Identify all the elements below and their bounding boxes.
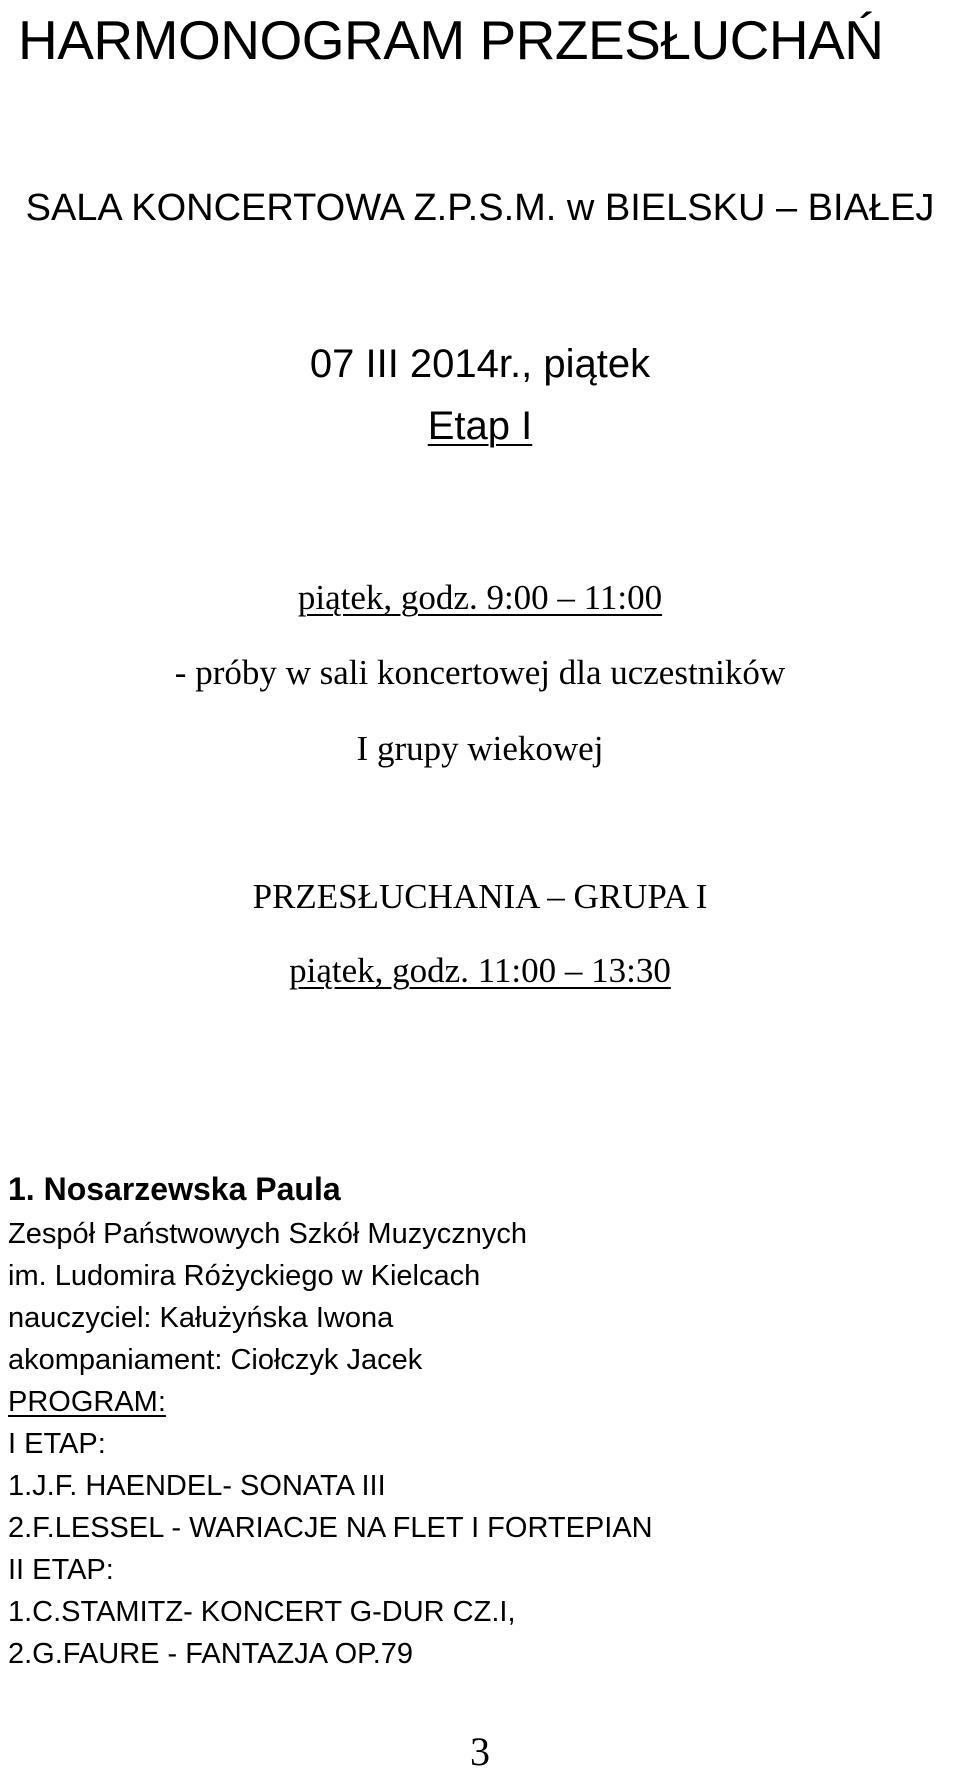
stage1-item: 2.F.LESSEL - WARIACJE NA FLET I FORTEPIAN bbox=[8, 1512, 653, 1544]
stage-line bbox=[0, 399, 960, 453]
auditions-time bbox=[0, 947, 960, 995]
stage2-item: 1.C.STAMITZ- KONCERT G-DUR CZ.I, bbox=[8, 1596, 516, 1628]
stage1-item: 1.J.F. HAENDEL- SONATA III bbox=[8, 1470, 386, 1502]
program-label-text: PROGRAM: bbox=[8, 1386, 166, 1418]
page-number: 3 bbox=[470, 1729, 490, 1774]
participant-entry bbox=[8, 1167, 948, 1675]
stage-label: Etap I bbox=[427, 404, 533, 448]
date-line: 07 III 2014r., piątek bbox=[309, 342, 651, 386]
rehearsal-description-line-1: - próby w sali koncertowej dla uczestników bbox=[174, 653, 786, 692]
participant-school-line-1: Zespół Państwowych Szkół Muzycznych bbox=[8, 1218, 527, 1250]
auditions-heading: PRZESŁUCHANIA – GRUPA I bbox=[252, 877, 708, 916]
document-title: HARMONOGRAM PRZESŁUCHAŃ bbox=[18, 9, 884, 71]
participant-teacher: nauczyciel: Kałużyńska Iwona bbox=[8, 1302, 394, 1334]
rehearsal-time bbox=[0, 574, 960, 622]
program-label bbox=[8, 1381, 948, 1423]
rehearsal-time-text: piątek, godz. 9:00 – 11:00 bbox=[297, 578, 663, 617]
participant-name: 1. Nosarzewska Paula bbox=[8, 1171, 341, 1207]
participant-accompanist: akompaniament: Ciołczyk Jacek bbox=[8, 1344, 423, 1376]
auditions-time-text: piątek, godz. 11:00 – 13:30 bbox=[289, 951, 671, 990]
venue-line: SALA KONCERTOWA Z.P.S.M. w BIELSKU – BIAŁEJ bbox=[25, 187, 935, 229]
participant-school-line-2: im. Ludomira Różyckiego w Kielcach bbox=[8, 1260, 481, 1292]
stage2-label: II ETAP: bbox=[8, 1554, 114, 1586]
stage1-label: I ETAP: bbox=[8, 1428, 106, 1460]
rehearsal-description-line-2: I grupy wiekowej bbox=[356, 729, 604, 768]
stage2-item: 2.G.FAURE - FANTAZJA OP.79 bbox=[8, 1638, 414, 1670]
